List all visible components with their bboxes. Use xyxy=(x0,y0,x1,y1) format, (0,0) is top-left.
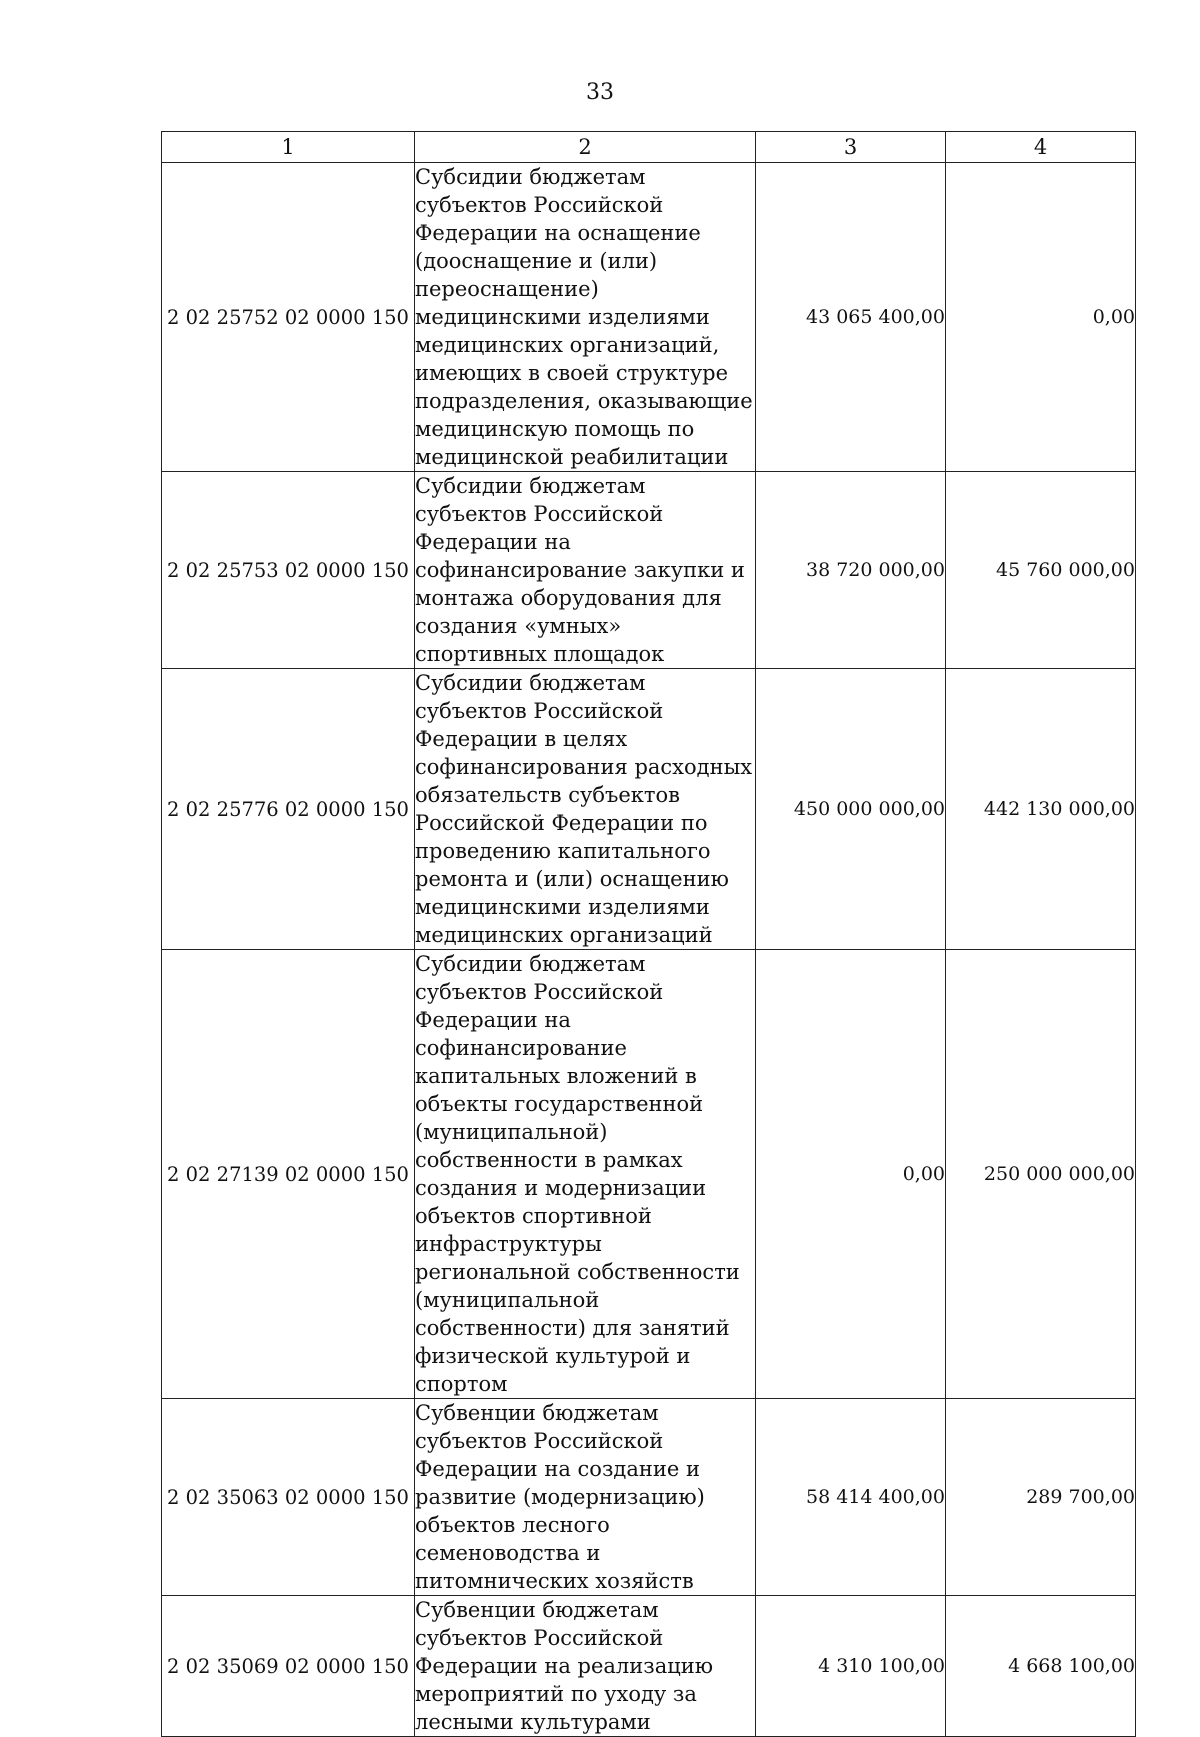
column-header-3: 3 xyxy=(756,132,946,163)
amount-col4-cell: 442 130 000,00 xyxy=(946,669,1136,950)
column-header-4: 4 xyxy=(946,132,1136,163)
description-cell: Субвенции бюджетам субъектов Российской Федерации на реализацию мероприятий по уходу за лесными культурами xyxy=(415,1596,756,1737)
budget-table xyxy=(161,131,1136,1737)
amount-col3-cell: 58 414 400,00 xyxy=(756,1399,946,1596)
amount-col4-cell: 45 760 000,00 xyxy=(946,472,1136,669)
description-cell: Субсидии бюджетам субъектов Российской Федерации на софинансирование закупки и монтажа оборудования для создания «умных» спортивных площадок xyxy=(415,472,756,669)
description-cell: Субсидии бюджетам субъектов Российской Федерации на оснащение (дооснащение и (или) переоснащение) медицинскими изделиями медицинских организаций, имеющих в своей структуре подразделения, оказывающие медицинскую помощь по медицинской реабилитации xyxy=(415,163,756,472)
column-header-1: 1 xyxy=(162,132,415,163)
amount-col3-cell: 38 720 000,00 xyxy=(756,472,946,669)
page-number: 33 xyxy=(586,80,614,105)
budget-code-cell: 2 02 25753 02 0000 150 xyxy=(162,472,415,669)
budget-code-cell: 2 02 35063 02 0000 150 xyxy=(162,1399,415,1596)
description-cell: Субсидии бюджетам субъектов Российской Федерации на софинансирование капитальных вложений в объекты государственной (муниципальной) собственности в рамках создания и модернизации объектов спортивной инфраструктуры региональной собственности (муниципальной собственности) для занятий физической культурой и спортом xyxy=(415,950,756,1399)
amount-col3-cell: 0,00 xyxy=(756,950,946,1399)
table-row xyxy=(162,669,1136,950)
table-row xyxy=(162,1596,1136,1737)
budget-code-cell: 2 02 25776 02 0000 150 xyxy=(162,669,415,950)
description-cell: Субвенции бюджетам субъектов Российской Федерации на создание и развитие (модернизацию) объектов лесного семеноводства и питомнических хозяйств xyxy=(415,1399,756,1596)
amount-col4-cell: 250 000 000,00 xyxy=(946,950,1136,1399)
table-row xyxy=(162,950,1136,1399)
description-cell: Субсидии бюджетам субъектов Российской Федерации в целях софинансирования расходных обязательств субъектов Российской Федерации по проведению капитального ремонта и (или) оснащению медицинскими изделиями медицинских организаций xyxy=(415,669,756,950)
amount-col4-cell: 0,00 xyxy=(946,163,1136,472)
budget-code-cell: 2 02 35069 02 0000 150 xyxy=(162,1596,415,1737)
table-row xyxy=(162,1399,1136,1596)
table-row xyxy=(162,163,1136,472)
budget-code-cell: 2 02 27139 02 0000 150 xyxy=(162,950,415,1399)
table-row xyxy=(162,472,1136,669)
amount-col3-cell: 4 310 100,00 xyxy=(756,1596,946,1737)
table-header-row xyxy=(162,132,1136,163)
amount-col4-cell: 4 668 100,00 xyxy=(946,1596,1136,1737)
column-header-2: 2 xyxy=(415,132,756,163)
budget-code-cell: 2 02 25752 02 0000 150 xyxy=(162,163,415,472)
amount-col3-cell: 450 000 000,00 xyxy=(756,669,946,950)
amount-col3-cell: 43 065 400,00 xyxy=(756,163,946,472)
amount-col4-cell: 289 700,00 xyxy=(946,1399,1136,1596)
